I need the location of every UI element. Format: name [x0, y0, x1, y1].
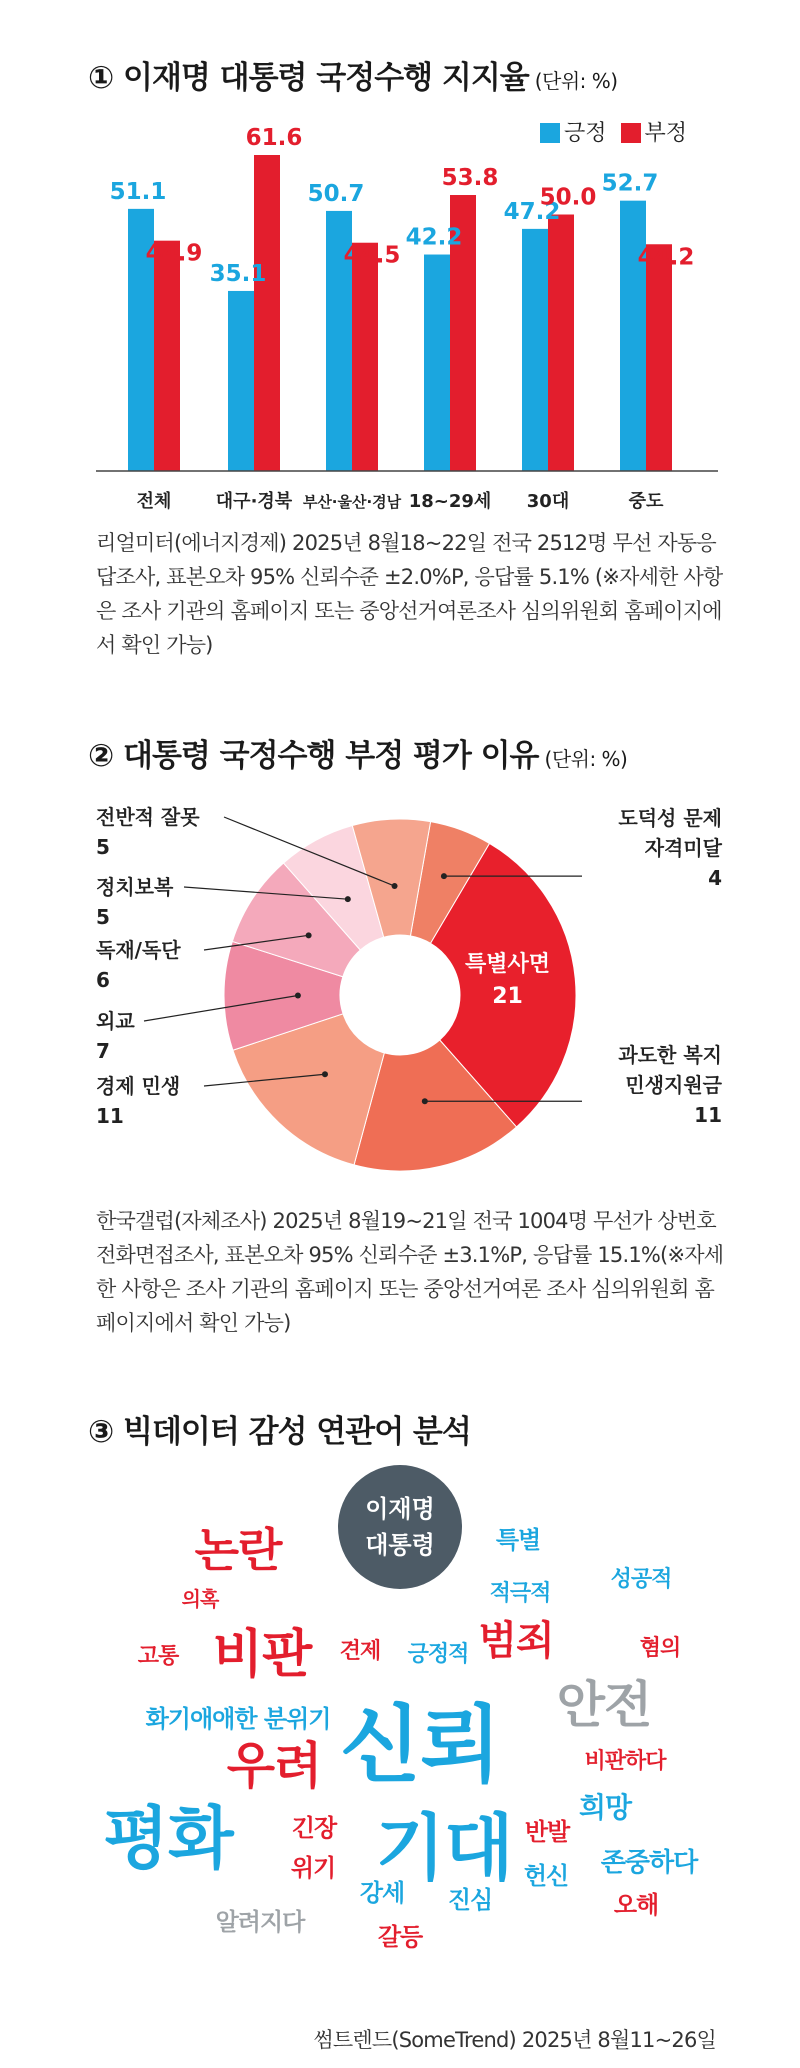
cloud-word: 위기	[290, 1854, 336, 1882]
x-tick-label-5: 중도	[628, 491, 664, 512]
section2-note: 한국갤럽(자체조사) 2025년 8월19~21일 전국 1004명 무선가 상번호전화면접조사, 표본오차 95% 신뢰수준 ±3.1%P, 응답률 15.1%(※자세한 사항은 조사 기관의 홈페이지 또는 중앙선거여론 조사 심의위원회 홈페이지에서 확인 가능)	[96, 1209, 724, 1335]
bar-negative-0	[154, 241, 180, 471]
bar-negative-1	[254, 155, 280, 471]
legend-label-negative: 부정	[644, 121, 688, 146]
cloud-word: 알려지다	[215, 1908, 305, 1936]
cloud-word: 강세	[359, 1879, 405, 1907]
slice-label-4: 외교	[96, 1009, 135, 1033]
section2-title-text: ② 대통령 국정수행 부정 평가 이유	[88, 738, 539, 774]
cloud-word: 진심	[447, 1886, 493, 1914]
slice-value-0: 4	[708, 866, 722, 890]
slice-label-7: 전반적 잘못	[96, 805, 200, 829]
cloud-word: 비판하다	[584, 1749, 666, 1774]
bar-negative-2	[352, 243, 378, 471]
cloud-word: 성공적	[610, 1567, 672, 1592]
cloud-word: 논란	[194, 1523, 282, 1577]
pie-chart	[0, 780, 800, 1200]
slice-label-2-line0: 과도한 복지	[618, 1043, 722, 1067]
section1-note: 리얼미터(에너지경제) 2025년 8월18~22일 전국 2512명 무선 자동응답조사, 표본오차 95% 신뢰수준 ±2.0%P, 응답률 5.1% (※자세한 사항은 조사 기관의 홈페이지 또는 중앙선거여론조사 심의위원회 홈페이지에서 확인 가능)	[96, 531, 723, 657]
slice-value-3: 11	[96, 1104, 124, 1128]
slice-value-6: 5	[96, 905, 110, 929]
slice-label-3: 경제 민생	[96, 1074, 181, 1098]
cloud-word: 견제	[339, 1639, 381, 1664]
slice-label-6: 정치보복	[96, 875, 174, 899]
center-bubble	[338, 1465, 462, 1589]
value-label-negative-4: 50.0	[539, 184, 597, 211]
value-label-positive-0: 51.1	[109, 178, 167, 205]
cloud-word: 특별	[495, 1526, 541, 1554]
value-label-positive-3: 42.2	[405, 224, 463, 251]
value-label-positive-1: 35.1	[209, 260, 267, 287]
cloud-word: 긍정적	[407, 1642, 469, 1667]
value-label-negative-3: 53.8	[441, 165, 499, 192]
cloud-word: 화기애애한 분위기	[145, 1705, 331, 1733]
cloud-word: 우려	[226, 1737, 322, 1795]
value-label-negative-2: 44.5	[343, 242, 401, 269]
slice-value-7: 5	[96, 835, 110, 859]
slice-value-2: 11	[694, 1103, 722, 1127]
cloud-word: 반발	[524, 1818, 570, 1846]
slice-label-1: 특별사면	[465, 951, 551, 977]
cloud-word: 적극적	[489, 1581, 551, 1606]
cloud-word: 의혹	[181, 1587, 219, 1611]
cloud-word: 혐의	[639, 1636, 681, 1661]
cloud-word: 안전	[556, 1676, 652, 1734]
x-tick-label-2: 부산·울산·경남	[302, 493, 402, 511]
section3-title: ③ 빅데이터 감성 연관어 분석	[88, 1414, 471, 1450]
bar-positive-1	[228, 291, 254, 471]
section1-title-text: ① 이재명 대통령 국정수행 지지율	[88, 60, 529, 96]
cloud-word: 범죄	[478, 1618, 554, 1664]
center-line2: 대통령	[365, 1531, 435, 1559]
bar-positive-3	[424, 255, 450, 471]
bar-negative-5	[646, 244, 672, 471]
value-label-positive-2: 50.7	[307, 180, 365, 207]
x-tick-label-1: 대구·경북	[215, 491, 293, 512]
x-tick-label-3: 18~29세	[408, 491, 492, 512]
x-tick-label-0: 전체	[136, 491, 172, 512]
value-label-negative-1: 61.6	[245, 125, 303, 151]
value-label-positive-5: 52.7	[601, 170, 659, 197]
cloud-word: 고통	[137, 1644, 179, 1669]
bar-chart	[0, 0, 800, 530]
cloud-word: 헌신	[523, 1862, 569, 1890]
slice-label-5: 독재/독단	[96, 938, 181, 962]
section1-unit: (단위: %)	[534, 69, 618, 93]
value-label-negative-5: 44.2	[637, 244, 695, 271]
section2-unit: (단위: %)	[544, 747, 628, 771]
bar-positive-5	[620, 201, 646, 471]
slice-value-5: 6	[96, 968, 110, 992]
x-tick-label-4: 30대	[526, 491, 570, 512]
cloud-word: 갈등	[377, 1923, 423, 1951]
bar-negative-4	[548, 215, 574, 471]
bar-positive-4	[522, 229, 548, 471]
cloud-word: 오해	[613, 1891, 659, 1919]
cloud-word: 희망	[578, 1791, 632, 1824]
cloud-word: 평화	[103, 1800, 233, 1879]
center-line1: 이재명	[365, 1495, 435, 1523]
cloud-word: 기대	[375, 1806, 513, 1890]
slice-label-0-line1: 자격미달	[644, 836, 722, 860]
slice-value-1: 21	[492, 983, 523, 1009]
cloud-word: 존중하다	[600, 1848, 698, 1878]
cloud-word: 비판	[212, 1625, 312, 1685]
slice-label-0-line0: 도덕성 문제	[618, 806, 722, 830]
value-label-positive-4: 47.2	[503, 198, 561, 225]
section2-title	[88, 730, 627, 775]
slice-label-2-line1: 민생지원금	[625, 1073, 722, 1097]
cloud-word: 신뢰	[339, 1696, 501, 1794]
slice-value-4: 7	[96, 1039, 110, 1063]
value-label-negative-0: 44.9	[145, 240, 203, 267]
legend-label-positive: 긍정	[564, 121, 607, 146]
cloud-word: 긴장	[291, 1814, 337, 1842]
section3-source: 썸트렌드(SomeTrend) 2025년 8월11~26일	[313, 2028, 716, 2052]
